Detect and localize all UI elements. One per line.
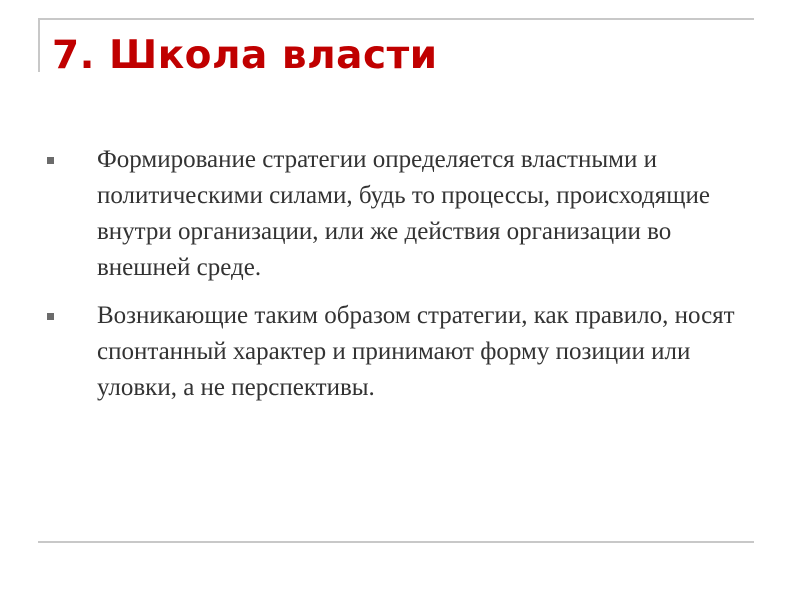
bullet-text: Возникающие таким образом стратегии, как правило, носят спонтанный характер и принимают форму позиции или уловки, а не перспективы.	[97, 302, 735, 401]
top-divider	[38, 18, 754, 20]
bullet-list	[40, 142, 760, 418]
bullet-item	[40, 298, 760, 406]
square-bullet-icon	[47, 313, 54, 320]
bullet-text: Формирование стратегии определяется властными и политическими силами, будь то процессы, происходящие внутри организации, или же действия организации во внешней среде.	[97, 146, 710, 281]
bullet-item	[40, 142, 760, 286]
left-divider	[38, 20, 40, 72]
square-bullet-icon	[47, 157, 54, 164]
slide-title: 7. Школа власти	[52, 33, 438, 78]
bottom-divider	[38, 541, 754, 543]
